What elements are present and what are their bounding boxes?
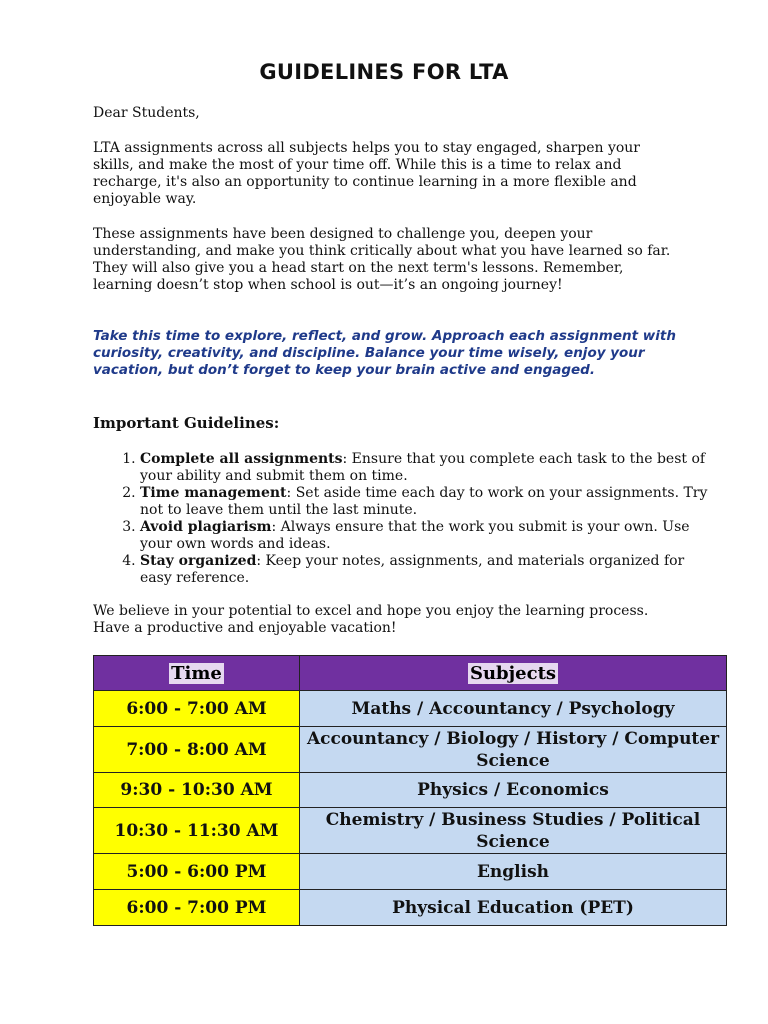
guidelines-heading: Important Guidelines: bbox=[93, 414, 280, 432]
assignments-paragraph: These assignments have been designed to challenge you, deepen your understanding, and make you think critically about what you have learned so far. They will also give you a head start on the next term's lessons. Remember, learning doesn’t stop when school is out—it’s an ongoing journey! bbox=[93, 226, 671, 293]
time-cell: 10:30 - 11:30 AM bbox=[94, 808, 300, 854]
table-header-row bbox=[94, 656, 727, 691]
table-row bbox=[94, 854, 727, 890]
greeting: Dear Students, bbox=[93, 105, 200, 121]
guideline-term: Time management bbox=[140, 485, 287, 501]
guideline-term: Complete all assignments bbox=[140, 451, 343, 467]
guidelines-list bbox=[93, 451, 715, 587]
table-row bbox=[94, 890, 727, 926]
time-cell: 7:00 - 8:00 AM bbox=[94, 727, 300, 773]
guideline-item bbox=[140, 485, 715, 519]
guideline-text: : Keep your notes, assignments, and materials organized for easy reference. bbox=[140, 553, 685, 586]
guideline-text: : Ensure that you complete each task to the best of your ability and submit them on time. bbox=[140, 451, 706, 484]
table-row bbox=[94, 691, 727, 727]
subjects-column-header: Subjects bbox=[300, 656, 727, 691]
highlight-paragraph: Take this time to explore, reflect, and grow. Approach each assignment with curiosity, creativity, and discipline. Balance your time wisely, enjoy your vacation, but don’t forget to keep your brain active and engaged. bbox=[93, 328, 676, 378]
time-cell: 9:30 - 10:30 AM bbox=[94, 773, 300, 808]
time-cell: 6:00 - 7:00 AM bbox=[94, 691, 300, 727]
guideline-item bbox=[140, 553, 715, 587]
subjects-cell: Maths / Accountancy / Psychology bbox=[300, 691, 727, 727]
guideline-text: : Set aside time each day to work on your assignments. Try not to leave them until the last minute. bbox=[140, 485, 708, 518]
guideline-item bbox=[140, 451, 715, 485]
page-title: GUIDELINES FOR LTA bbox=[259, 60, 509, 84]
time-cell: 5:00 - 6:00 PM bbox=[94, 854, 300, 890]
table-row bbox=[94, 773, 727, 808]
guideline-item bbox=[140, 519, 715, 553]
closing-paragraph: We believe in your potential to excel and hope you enjoy the learning process. Have a productive and enjoyable vacation! bbox=[93, 603, 649, 636]
guideline-text: : Always ensure that the work you submit is your own. Use your own words and ideas. bbox=[140, 519, 690, 552]
subjects-cell: Accountancy / Biology / History / Computer Science bbox=[300, 727, 727, 773]
subjects-cell: Physics / Economics bbox=[300, 773, 727, 808]
guideline-term: Stay organized bbox=[140, 553, 257, 569]
table-row bbox=[94, 808, 727, 854]
time-column-header: Time bbox=[94, 656, 300, 691]
subjects-cell: English bbox=[300, 854, 727, 890]
subjects-cell: Physical Education (PET) bbox=[300, 890, 727, 926]
time-cell: 6:00 - 7:00 PM bbox=[94, 890, 300, 926]
table-row bbox=[94, 727, 727, 773]
subjects-cell: Chemistry / Business Studies / Political Science bbox=[300, 808, 727, 854]
guideline-term: Avoid plagiarism bbox=[140, 519, 272, 535]
intro-paragraph: LTA assignments across all subjects helps you to stay engaged, sharpen your skills, and make the most of your time off. While this is a time to relax and recharge, it's also an opportunity to continue learning in a more flexible and enjoyable way. bbox=[93, 140, 640, 207]
schedule-table bbox=[93, 655, 727, 926]
